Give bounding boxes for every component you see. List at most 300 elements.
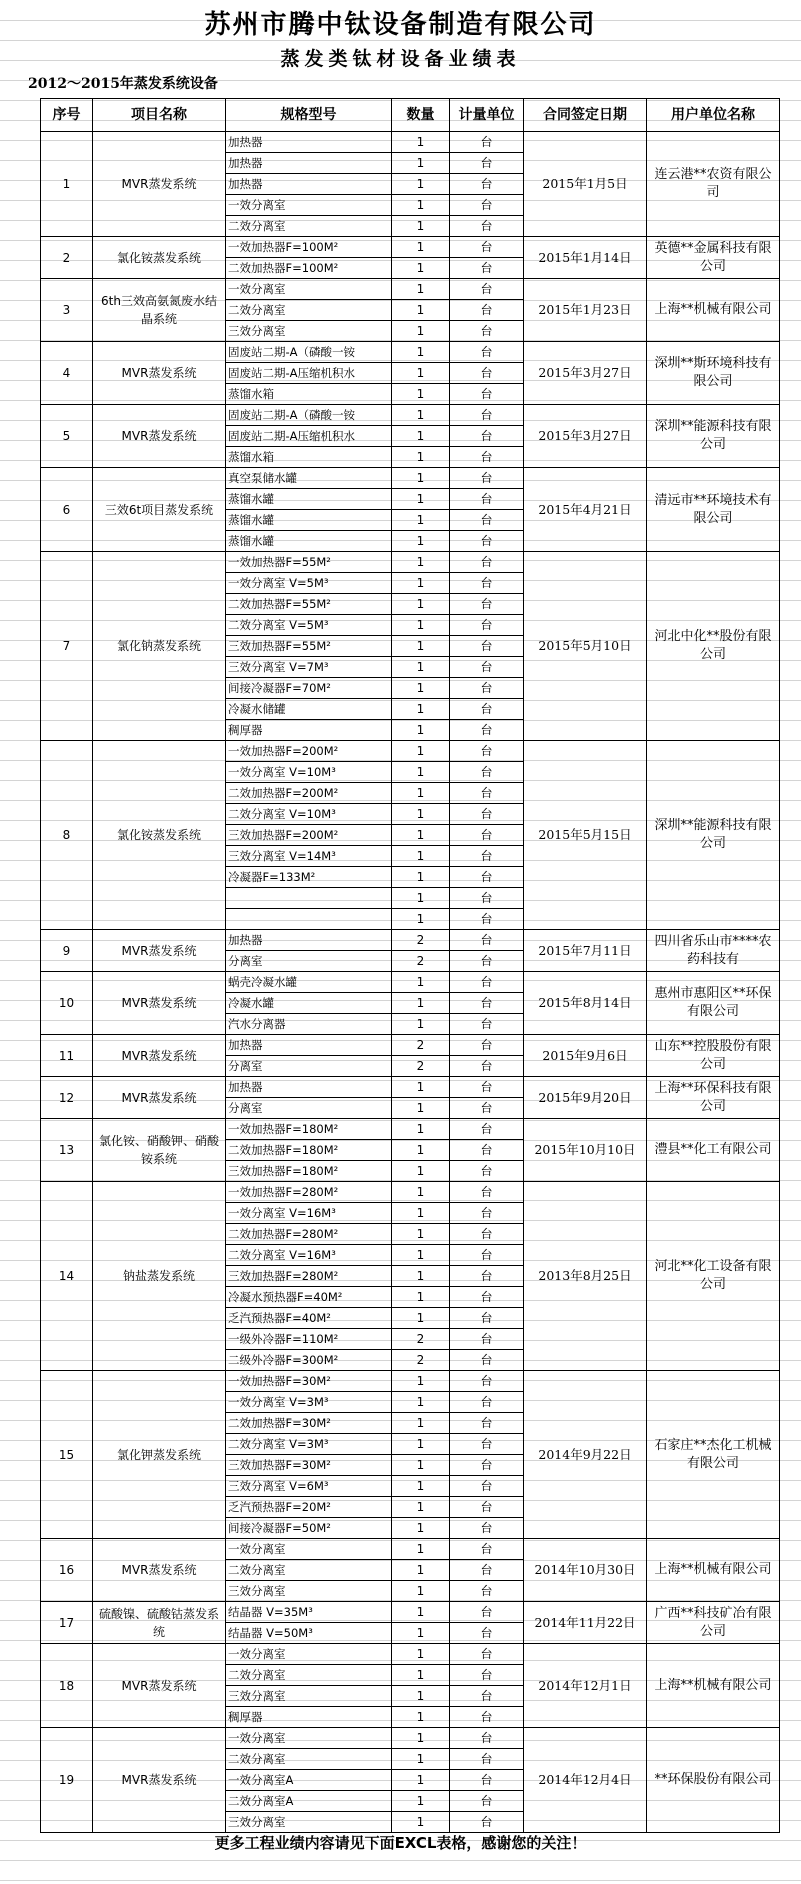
row-number: 19 — [41, 1728, 93, 1833]
quantity: 1 — [392, 846, 450, 867]
quantity: 1 — [392, 1077, 450, 1098]
spec-model: 一效分离室 — [226, 1644, 392, 1665]
spec-model: 一效加热器F=180M² — [226, 1119, 392, 1140]
contract-date: 2014年10月30日 — [524, 1539, 647, 1602]
project-name: 氯化铵蒸发系统 — [93, 741, 226, 930]
row-number: 13 — [41, 1119, 93, 1182]
unit: 台 — [450, 1014, 524, 1035]
quantity: 1 — [392, 867, 450, 888]
user-company: 深圳**斯环境科技有限公司 — [647, 342, 780, 405]
contract-date: 2015年5月15日 — [524, 741, 647, 930]
quantity: 1 — [392, 468, 450, 489]
spec-model: 三效分离室 V=7M³ — [226, 657, 392, 678]
spec-model: 二效分离室 — [226, 1749, 392, 1770]
unit: 台 — [450, 1287, 524, 1308]
table-row — [41, 741, 780, 762]
unit: 台 — [450, 909, 524, 930]
unit: 台 — [450, 1686, 524, 1707]
unit: 台 — [450, 1497, 524, 1518]
unit: 台 — [450, 825, 524, 846]
quantity: 1 — [392, 1014, 450, 1035]
gridline — [0, 1860, 801, 1861]
table-row — [41, 468, 780, 489]
spec-model: 冷凝器F=133M² — [226, 867, 392, 888]
unit: 台 — [450, 615, 524, 636]
table-row — [41, 1371, 780, 1392]
spec-model: 加热器 — [226, 1035, 392, 1056]
user-company: 深圳**能源科技有限公司 — [647, 741, 780, 930]
quantity: 1 — [392, 1098, 450, 1119]
user-company: 连云港**农资有限公司 — [647, 132, 780, 237]
performance-table — [40, 98, 780, 1833]
unit: 台 — [450, 804, 524, 825]
table-row — [41, 1077, 780, 1098]
row-number: 15 — [41, 1371, 93, 1539]
quantity: 1 — [392, 426, 450, 447]
unit: 台 — [450, 888, 524, 909]
quantity: 1 — [392, 699, 450, 720]
row-number: 14 — [41, 1182, 93, 1371]
quantity: 1 — [392, 1497, 450, 1518]
quantity: 1 — [392, 363, 450, 384]
quantity: 1 — [392, 1539, 450, 1560]
spec-model: 二效加热器F=200M² — [226, 783, 392, 804]
unit: 台 — [450, 216, 524, 237]
project-name: MVR蒸发系统 — [93, 1077, 226, 1119]
spec-model: 一效加热器F=200M² — [226, 741, 392, 762]
spec-model: 三效加热器F=180M² — [226, 1161, 392, 1182]
project-name: 氯化钠蒸发系统 — [93, 552, 226, 741]
quantity: 1 — [392, 552, 450, 573]
spec-model: 一效分离室 V=16M³ — [226, 1203, 392, 1224]
header-no: 序号 — [41, 99, 93, 132]
spec-model: 蒸馏水箱 — [226, 447, 392, 468]
project-name: MVR蒸发系统 — [93, 1035, 226, 1077]
contract-date: 2015年9月6日 — [524, 1035, 647, 1077]
unit: 台 — [450, 1056, 524, 1077]
unit: 台 — [450, 1581, 524, 1602]
spec-model: 二效分离室 V=5M³ — [226, 615, 392, 636]
unit: 台 — [450, 573, 524, 594]
unit: 台 — [450, 132, 524, 153]
quantity: 1 — [392, 657, 450, 678]
user-company: 深圳**能源科技有限公司 — [647, 405, 780, 468]
unit: 台 — [450, 1812, 524, 1833]
unit: 台 — [450, 636, 524, 657]
contract-date: 2015年1月23日 — [524, 279, 647, 342]
spec-model: 乏汽预热器F=20M² — [226, 1497, 392, 1518]
user-company: 石家庄**杰化工机械有限公司 — [647, 1371, 780, 1539]
row-number: 9 — [41, 930, 93, 972]
spec-model: 一级外冷器F=110M² — [226, 1329, 392, 1350]
table-row — [41, 1182, 780, 1203]
unit: 台 — [450, 1224, 524, 1245]
quantity: 1 — [392, 1413, 450, 1434]
user-company: 惠州市惠阳区**环保有限公司 — [647, 972, 780, 1035]
quantity: 1 — [392, 1476, 450, 1497]
quantity: 1 — [392, 1644, 450, 1665]
row-number: 4 — [41, 342, 93, 405]
quantity: 1 — [392, 1770, 450, 1791]
unit: 台 — [450, 1182, 524, 1203]
quantity: 1 — [392, 174, 450, 195]
contract-date: 2015年4月21日 — [524, 468, 647, 552]
quantity: 1 — [392, 636, 450, 657]
user-company: **环保股份有限公司 — [647, 1728, 780, 1833]
spec-model: 一效分离室A — [226, 1770, 392, 1791]
contract-date: 2015年9月20日 — [524, 1077, 647, 1119]
unit: 台 — [450, 1623, 524, 1644]
header-project-name: 项目名称 — [93, 99, 226, 132]
spec-model: 三效分离室 — [226, 1581, 392, 1602]
quantity: 1 — [392, 993, 450, 1014]
spec-model: 固废站二期-A压缩机积水 — [226, 363, 392, 384]
quantity: 1 — [392, 615, 450, 636]
unit: 台 — [450, 531, 524, 552]
unit: 台 — [450, 720, 524, 741]
spec-model: 间接冷凝器F=70M² — [226, 678, 392, 699]
spec-model — [226, 909, 392, 930]
unit: 台 — [450, 1518, 524, 1539]
quantity: 1 — [392, 1119, 450, 1140]
project-name: 氯化铵蒸发系统 — [93, 237, 226, 279]
row-number: 3 — [41, 279, 93, 342]
unit: 台 — [450, 468, 524, 489]
unit: 台 — [450, 1098, 524, 1119]
quantity: 1 — [392, 1602, 450, 1623]
quantity: 1 — [392, 909, 450, 930]
spec-model: 冷凝水储罐 — [226, 699, 392, 720]
spec-model: 一效分离室 V=10M³ — [226, 762, 392, 783]
unit: 台 — [450, 1035, 524, 1056]
spec-model: 蒸馏水罐 — [226, 510, 392, 531]
quantity: 1 — [392, 762, 450, 783]
spec-model: 分离室 — [226, 951, 392, 972]
quantity: 1 — [392, 405, 450, 426]
spec-model: 一效加热器F=100M² — [226, 237, 392, 258]
unit: 台 — [450, 993, 524, 1014]
unit: 台 — [450, 1707, 524, 1728]
table-row — [41, 237, 780, 258]
quantity: 2 — [392, 1329, 450, 1350]
table-row — [41, 552, 780, 573]
spec-model: 一效分离室 — [226, 195, 392, 216]
contract-date: 2015年1月5日 — [524, 132, 647, 237]
quantity: 1 — [392, 1224, 450, 1245]
unit: 台 — [450, 363, 524, 384]
table-row — [41, 972, 780, 993]
quantity: 1 — [392, 321, 450, 342]
spec-model: 加热器 — [226, 174, 392, 195]
spec-model: 二效分离室A — [226, 1791, 392, 1812]
spec-model: 二效分离室 — [226, 1560, 392, 1581]
spec-model — [226, 888, 392, 909]
contract-date: 2015年5月10日 — [524, 552, 647, 741]
quantity: 1 — [392, 258, 450, 279]
unit: 台 — [450, 1077, 524, 1098]
quantity: 1 — [392, 1434, 450, 1455]
spec-model: 二效加热器F=280M² — [226, 1224, 392, 1245]
spec-model: 一效加热器F=55M² — [226, 552, 392, 573]
spec-model: 结晶器 V=50M³ — [226, 1623, 392, 1644]
unit: 台 — [450, 1245, 524, 1266]
spec-model: 二效分离室 V=3M³ — [226, 1434, 392, 1455]
spec-model: 一效加热器F=30M² — [226, 1371, 392, 1392]
quantity: 1 — [392, 1287, 450, 1308]
table-row — [41, 1602, 780, 1623]
quantity: 2 — [392, 1056, 450, 1077]
gridline — [0, 1880, 801, 1881]
unit: 台 — [450, 762, 524, 783]
unit: 台 — [450, 258, 524, 279]
quantity: 1 — [392, 153, 450, 174]
project-name: MVR蒸发系统 — [93, 405, 226, 468]
row-number: 6 — [41, 468, 93, 552]
project-name: 氯化钾蒸发系统 — [93, 1371, 226, 1539]
unit: 台 — [450, 1350, 524, 1371]
quantity: 1 — [392, 888, 450, 909]
spec-model: 一效分离室 — [226, 1728, 392, 1749]
spec-model: 二效加热器F=180M² — [226, 1140, 392, 1161]
unit: 台 — [450, 1791, 524, 1812]
quantity: 1 — [392, 1182, 450, 1203]
row-number: 16 — [41, 1539, 93, 1602]
quantity: 1 — [392, 1392, 450, 1413]
quantity: 1 — [392, 1308, 450, 1329]
unit: 台 — [450, 1266, 524, 1287]
quantity: 1 — [392, 972, 450, 993]
spec-model: 间接冷凝器F=50M² — [226, 1518, 392, 1539]
spec-model: 结晶器 V=35M³ — [226, 1602, 392, 1623]
contract-date: 2014年11月22日 — [524, 1602, 647, 1644]
quantity: 1 — [392, 1581, 450, 1602]
quantity: 1 — [392, 195, 450, 216]
unit: 台 — [450, 846, 524, 867]
quantity: 1 — [392, 237, 450, 258]
table-row — [41, 342, 780, 363]
project-name: 硫酸镍、硫酸钴蒸发系统 — [93, 1602, 226, 1644]
unit: 台 — [450, 1749, 524, 1770]
user-company: 广西**科技矿冶有限公司 — [647, 1602, 780, 1644]
spec-model: 三效分离室 V=14M³ — [226, 846, 392, 867]
contract-date: 2015年3月27日 — [524, 405, 647, 468]
spec-model: 二效加热器F=55M² — [226, 594, 392, 615]
project-name: 氯化铵、硝酸钾、硝酸铵系统 — [93, 1119, 226, 1182]
user-company: 上海**机械有限公司 — [647, 1644, 780, 1728]
quantity: 1 — [392, 573, 450, 594]
quantity: 1 — [392, 447, 450, 468]
unit: 台 — [450, 1413, 524, 1434]
contract-date: 2014年12月1日 — [524, 1644, 647, 1728]
quantity: 1 — [392, 1749, 450, 1770]
user-company: 上海**机械有限公司 — [647, 279, 780, 342]
spec-model: 一效分离室 — [226, 1539, 392, 1560]
header-row — [41, 99, 780, 132]
spec-model: 三效加热器F=200M² — [226, 825, 392, 846]
user-company: 四川省乐山市****农药科技有 — [647, 930, 780, 972]
quantity: 1 — [392, 1560, 450, 1581]
project-name: MVR蒸发系统 — [93, 132, 226, 237]
table-row — [41, 1035, 780, 1056]
unit: 台 — [450, 1770, 524, 1791]
company-title: 苏州市腾中钛设备制造有限公司 — [204, 10, 597, 40]
unit: 台 — [450, 405, 524, 426]
unit: 台 — [450, 699, 524, 720]
row-number: 18 — [41, 1644, 93, 1728]
contract-date: 2014年12月4日 — [524, 1728, 647, 1833]
quantity: 1 — [392, 720, 450, 741]
contract-date: 2015年7月11日 — [524, 930, 647, 972]
unit: 台 — [450, 1371, 524, 1392]
spec-model: 蒸馏水箱 — [226, 384, 392, 405]
unit: 台 — [450, 1602, 524, 1623]
spec-model: 一效分离室 V=5M³ — [226, 573, 392, 594]
table-subtitle: 蒸发类钛材设备业绩表 — [280, 48, 521, 70]
spec-model: 加热器 — [226, 153, 392, 174]
unit: 台 — [450, 237, 524, 258]
unit: 台 — [450, 174, 524, 195]
quantity: 1 — [392, 531, 450, 552]
quantity: 1 — [392, 1707, 450, 1728]
spec-model: 冷凝水预热器F=40M² — [226, 1287, 392, 1308]
project-name: MVR蒸发系统 — [93, 1539, 226, 1602]
unit: 台 — [450, 1560, 524, 1581]
unit: 台 — [450, 489, 524, 510]
contract-date: 2015年8月14日 — [524, 972, 647, 1035]
spec-model: 二效分离室 — [226, 300, 392, 321]
spec-model: 分离室 — [226, 1098, 392, 1119]
unit: 台 — [450, 1728, 524, 1749]
spec-model: 二级外冷器F=300M² — [226, 1350, 392, 1371]
quantity: 1 — [392, 342, 450, 363]
contract-date: 2015年3月27日 — [524, 342, 647, 405]
spec-model: 一效加热器F=280M² — [226, 1182, 392, 1203]
row-number: 7 — [41, 552, 93, 741]
unit: 台 — [450, 678, 524, 699]
spec-model: 冷凝水罐 — [226, 993, 392, 1014]
project-name: MVR蒸发系统 — [93, 342, 226, 405]
spec-model: 三效分离室 V=6M³ — [226, 1476, 392, 1497]
user-company: 上海**环保科技有限公司 — [647, 1077, 780, 1119]
quantity: 1 — [392, 1245, 450, 1266]
unit: 台 — [450, 972, 524, 993]
spec-model: 二效分离室 — [226, 216, 392, 237]
table-row — [41, 1119, 780, 1140]
quantity: 1 — [392, 594, 450, 615]
unit: 台 — [450, 195, 524, 216]
contract-date: 2013年8月25日 — [524, 1182, 647, 1371]
quantity: 1 — [392, 804, 450, 825]
spec-model: 分离室 — [226, 1056, 392, 1077]
spec-model: 加热器 — [226, 1077, 392, 1098]
quantity: 1 — [392, 1812, 450, 1833]
contract-date: 2015年1月14日 — [524, 237, 647, 279]
spec-model: 二效分离室 — [226, 1665, 392, 1686]
unit: 台 — [450, 1119, 524, 1140]
spec-model: 三效分离室 — [226, 1686, 392, 1707]
quantity: 1 — [392, 1518, 450, 1539]
table-row — [41, 279, 780, 300]
unit: 台 — [450, 1329, 524, 1350]
spec-model: 一效分离室 V=3M³ — [226, 1392, 392, 1413]
spec-model: 稠厚器 — [226, 720, 392, 741]
unit: 台 — [450, 783, 524, 804]
spec-model: 蒸馏水罐 — [226, 489, 392, 510]
spec-model: 蒸馏水罐 — [226, 531, 392, 552]
table-row — [41, 930, 780, 951]
row-number: 10 — [41, 972, 93, 1035]
quantity: 1 — [392, 1455, 450, 1476]
header-contract-date: 合同签定日期 — [524, 99, 647, 132]
quantity: 1 — [392, 279, 450, 300]
unit: 台 — [450, 741, 524, 762]
unit: 台 — [450, 426, 524, 447]
quantity: 2 — [392, 951, 450, 972]
spec-model: 二效分离室 V=16M³ — [226, 1245, 392, 1266]
contract-date: 2015年10月10日 — [524, 1119, 647, 1182]
header-user-company: 用户单位名称 — [647, 99, 780, 132]
spec-model: 二效加热器F=100M² — [226, 258, 392, 279]
row-number: 12 — [41, 1077, 93, 1119]
unit: 台 — [450, 951, 524, 972]
spec-model: 固废站二期-A压缩机积水 — [226, 426, 392, 447]
user-company: 英德**金属科技有限公司 — [647, 237, 780, 279]
unit: 台 — [450, 510, 524, 531]
project-name: 钠盐蒸发系统 — [93, 1182, 226, 1371]
table-row — [41, 1644, 780, 1665]
unit: 台 — [450, 384, 524, 405]
unit: 台 — [450, 300, 524, 321]
spec-model: 三效加热器F=280M² — [226, 1266, 392, 1287]
unit: 台 — [450, 657, 524, 678]
table-row — [41, 1539, 780, 1560]
spec-model: 固废站二期-A（磷酸一铵 — [226, 405, 392, 426]
user-company: 澧县**化工有限公司 — [647, 1119, 780, 1182]
unit: 台 — [450, 867, 524, 888]
unit: 台 — [450, 1308, 524, 1329]
unit: 台 — [450, 447, 524, 468]
contract-date: 2014年9月22日 — [524, 1371, 647, 1539]
quantity: 1 — [392, 384, 450, 405]
quantity: 1 — [392, 1371, 450, 1392]
unit: 台 — [450, 1203, 524, 1224]
spec-model: 真空泵储水罐 — [226, 468, 392, 489]
project-name: 6th三效高氨氮废水结晶系统 — [93, 279, 226, 342]
project-name: MVR蒸发系统 — [93, 972, 226, 1035]
unit: 台 — [450, 153, 524, 174]
row-number: 17 — [41, 1602, 93, 1644]
quantity: 1 — [392, 1665, 450, 1686]
project-name: MVR蒸发系统 — [93, 930, 226, 972]
unit: 台 — [450, 1140, 524, 1161]
table-row — [41, 1728, 780, 1749]
quantity: 1 — [392, 300, 450, 321]
spec-model: 固废站二期-A（磷酸一铵 — [226, 342, 392, 363]
header-spec: 规格型号 — [226, 99, 392, 132]
unit: 台 — [450, 1644, 524, 1665]
quantity: 2 — [392, 930, 450, 951]
row-number: 1 — [41, 132, 93, 237]
header-unit: 计量单位 — [450, 99, 524, 132]
quantity: 2 — [392, 1350, 450, 1371]
quantity: 1 — [392, 1623, 450, 1644]
unit: 台 — [450, 279, 524, 300]
quantity: 1 — [392, 1791, 450, 1812]
section-heading: 2012～2015年蒸发系统设备 — [28, 76, 218, 92]
spec-model: 三效分离室 — [226, 321, 392, 342]
quantity: 1 — [392, 510, 450, 531]
unit: 台 — [450, 1455, 524, 1476]
